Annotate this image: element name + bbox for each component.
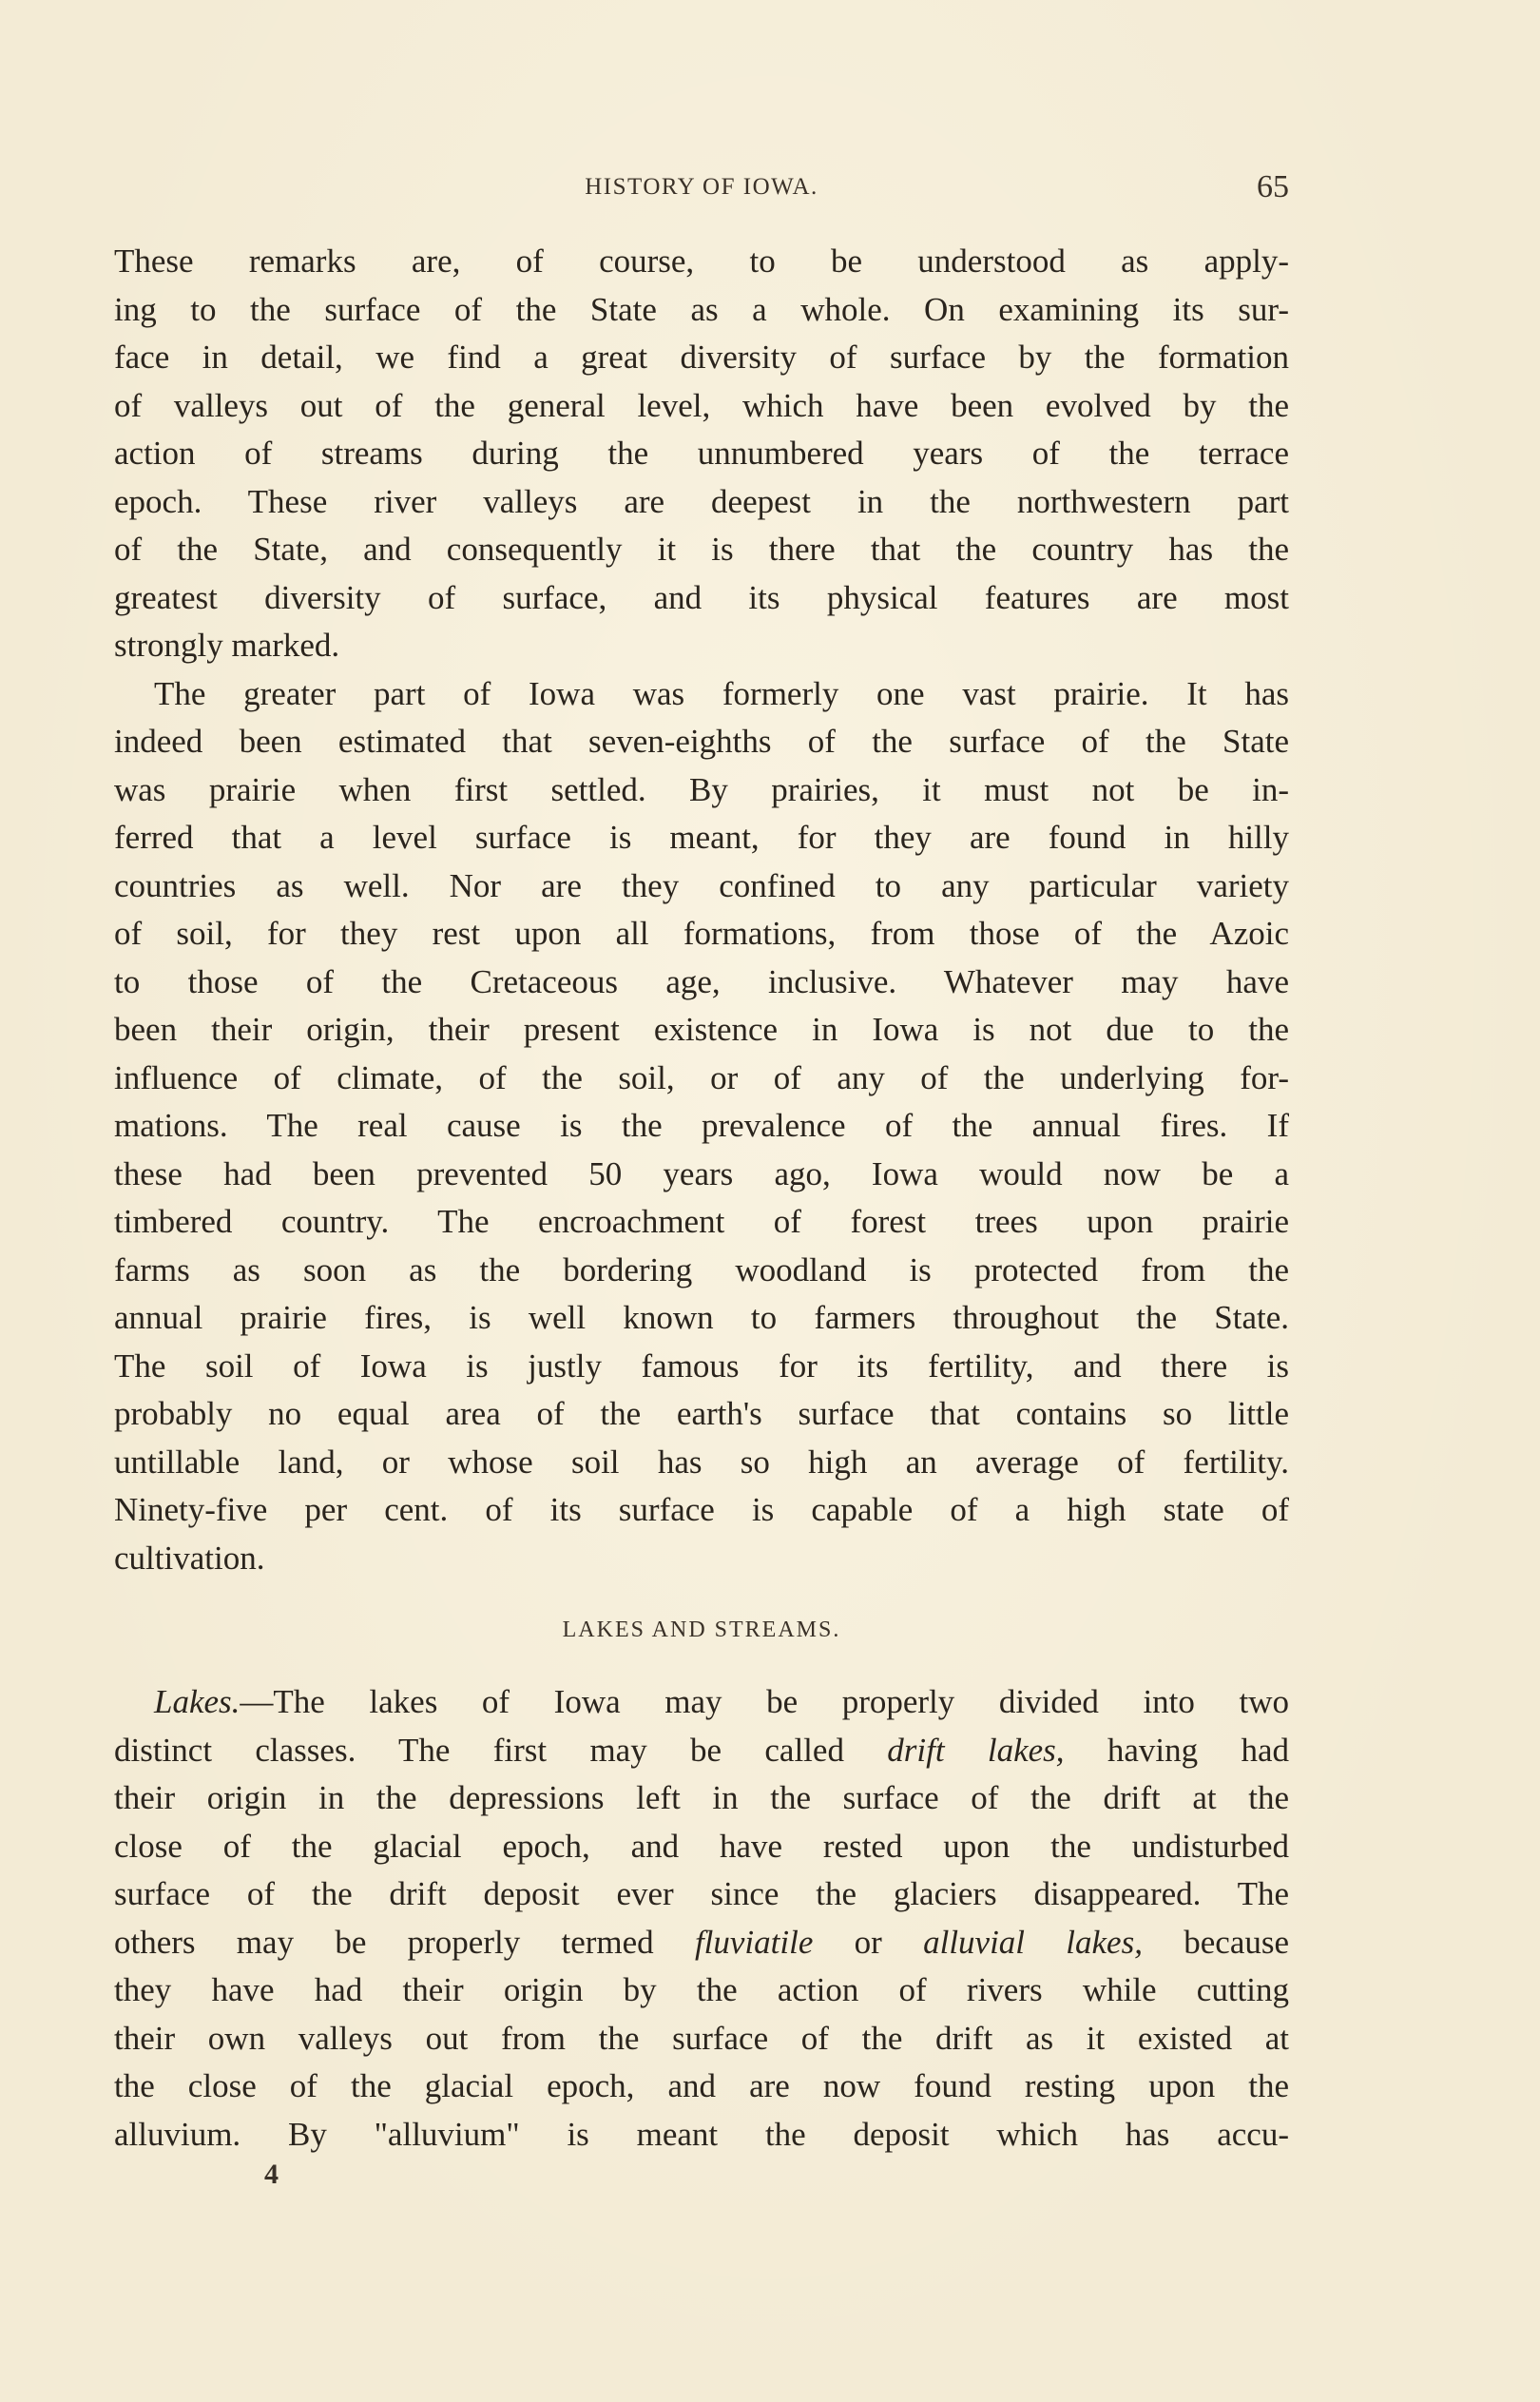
text-line: strongly marked. (114, 627, 340, 664)
text-line: cultivation. (114, 1539, 265, 1577)
text-line: ferred that a level surface is meant, for they are found in hilly (114, 819, 1289, 856)
text-line: annual prairie fires, is well known to farmers throughout the State. (114, 1299, 1289, 1336)
text-run: —The lakes of Iowa may be properly divided into two (240, 1683, 1289, 1720)
italic-run: fluviatile (694, 1923, 814, 1961)
text-line: these had been prevented 50 years ago, Iowa would now be a (114, 1154, 1289, 1192)
text-line (114, 1678, 1289, 1727)
text-line: mations. The real cause is the prevalence of the annual fires. If (114, 1107, 1289, 1144)
italic-run: alluvial lakes, (923, 1923, 1143, 1961)
text-line: Ninety-five per cent. of its surface is capable of a high state of (114, 1491, 1289, 1528)
italic-run: Lakes. (154, 1683, 241, 1720)
text-line: The greater part of Iowa was formerly one vast prairie. It has (154, 674, 1289, 712)
text-line: greatest diversity of surface, and its physical features are most (114, 578, 1289, 616)
running-head (114, 164, 1289, 211)
text-line: action of streams during the unnumbered years of the terrace (114, 435, 1289, 472)
text-run: or (813, 1923, 924, 1961)
text-line: epoch. These river valleys are deepest in the northwestern part (114, 482, 1289, 520)
text-line: indeed been estimated that seven-eighths of the surface of the State (114, 723, 1289, 760)
text-line: farms as soon as the bordering woodland is protected from the (114, 1250, 1289, 1288)
section-heading: LAKES AND STREAMS. (562, 1617, 841, 1642)
text-line: alluvium. By "alluvium" is meant the deposit which has accu- (114, 2115, 1289, 2153)
text-line: untillable land, or whose soil has so high an average of fertility. (114, 1443, 1289, 1481)
text-line: timbered country. The encroachment of forest trees upon prairie (114, 1203, 1289, 1240)
text-line: was prairie when first settled. By prairies, it must not be in- (114, 770, 1289, 808)
text-run: having had (1064, 1731, 1289, 1769)
text-line: they have had their origin by the action of rivers while cutting (114, 1971, 1289, 2008)
text-line: of valleys out of the general level, which have been evolved by the (114, 386, 1289, 424)
text-line: their origin in the depressions left in the surface of the drift at the (114, 1779, 1289, 1816)
text-line: surface of the drift deposit ever since the glaciers disappeared. The (114, 1875, 1289, 1912)
signature-mark: 4 (264, 2159, 279, 2190)
text-line: face in detail, we find a great diversity of surface by the formation (114, 339, 1289, 376)
text-line: These remarks are, of course, to be understood as apply- (114, 242, 1289, 280)
text-line: of soil, for they rest upon all formations, from those of the Azoic (114, 915, 1289, 952)
body-text (114, 238, 1289, 2159)
text-line: probably no equal area of the earth's surface that contains so little (114, 1395, 1289, 1432)
text-line: the close of the glacial epoch, and are now found resting upon the (114, 2067, 1289, 2104)
text-run: because (1142, 1923, 1289, 1961)
text-line: to those of the Cretaceous age, inclusive. Whatever may have (114, 962, 1289, 1000)
text-run: distinct classes. The first may be called (114, 1731, 888, 1769)
text-line: countries as well. Nor are they confined to any particular variety (114, 866, 1289, 904)
text-line: their own valleys out from the surface of the drift as it existed at (114, 2019, 1289, 2057)
running-title: HISTORY OF IOWA. (585, 174, 818, 200)
text-line: been their origin, their present existence in Iowa is not due to the (114, 1011, 1289, 1048)
text-line (114, 1919, 1289, 1967)
italic-run: drift lakes, (887, 1731, 1065, 1769)
text-line: The soil of Iowa is justly famous for its fertility, and there is (114, 1346, 1289, 1385)
page-number: 65 (1257, 169, 1289, 204)
text-line: ing to the surface of the State as a whole. On examining its sur- (114, 290, 1289, 328)
text-run: others may be properly termed (114, 1923, 695, 1961)
text-line: influence of climate, of the soil, or of any of the underlying for- (114, 1058, 1289, 1096)
text-line (114, 1727, 1289, 1775)
text-line: close of the glacial epoch, and have rested upon the undisturbed (114, 1827, 1289, 1865)
text-line: of the State, and consequently it is there that the country has the (114, 531, 1289, 568)
